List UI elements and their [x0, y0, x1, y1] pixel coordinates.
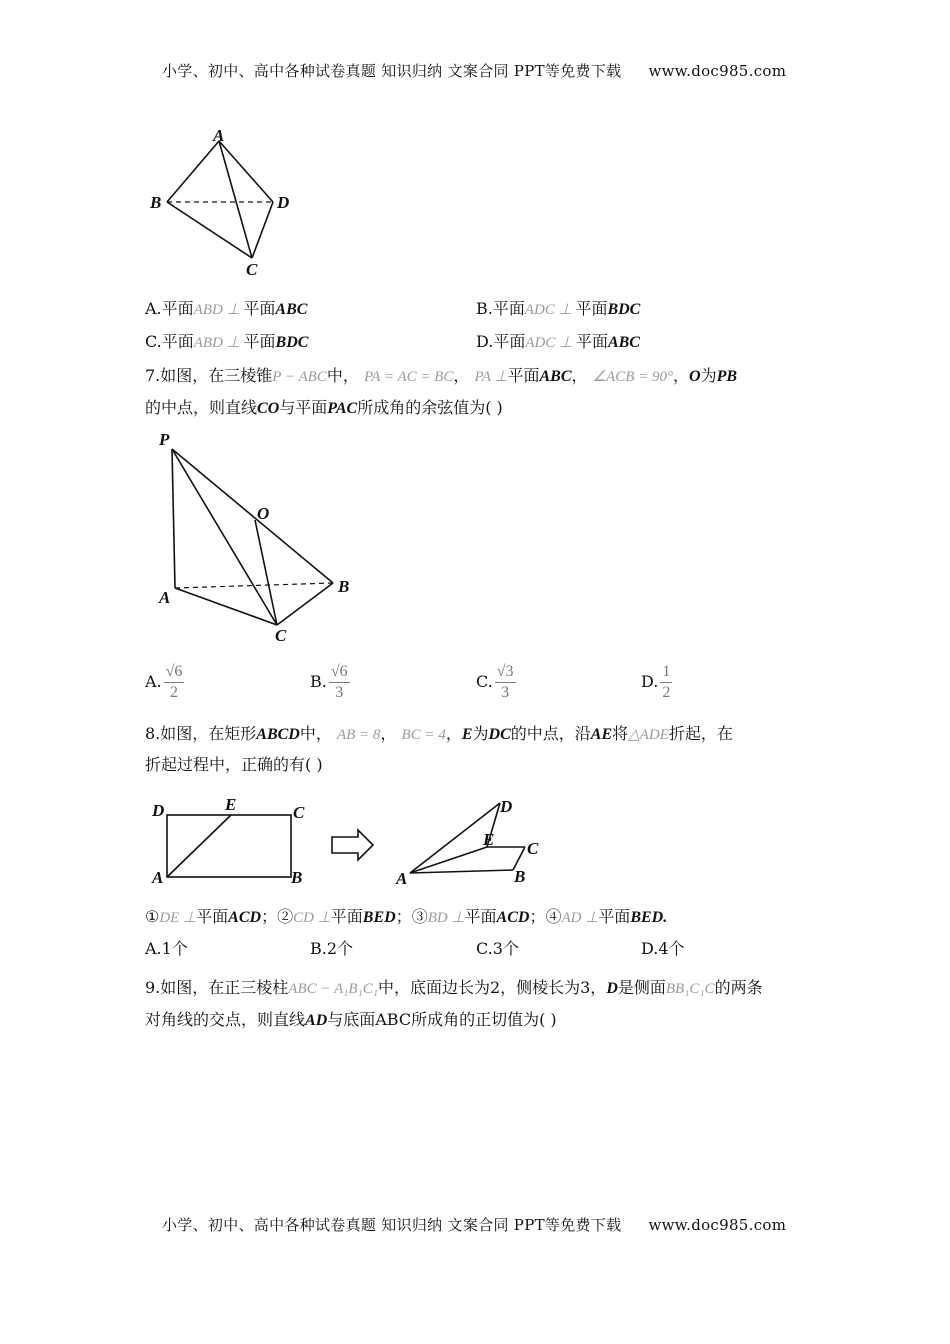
q6-label-b: B [150, 193, 162, 212]
q7-label-p: P [159, 430, 170, 449]
q8-option-d: D.4个 [641, 939, 685, 958]
q6-edge-dc [252, 202, 273, 258]
q8-fold-arrow-icon [332, 830, 373, 860]
q7-edge-pc [172, 449, 277, 625]
q8-label-b-folded: B [514, 867, 526, 886]
q8-option-a: A.1个 [145, 939, 188, 958]
q8-label-e-flat: E [225, 795, 237, 814]
q7-label-o: O [257, 504, 270, 523]
q8-segment-ae [167, 815, 231, 877]
q9-stem-line2: 对角线的交点，则直线AD与底面ABC所成角的正切值为( ) [145, 1010, 557, 1029]
q7-edge-ac [175, 588, 277, 625]
q7-option-d: D. $\frac{1}{2}$ [641, 663, 671, 701]
q6-option-b: B.平面ADC ⊥ 平面BDC [476, 299, 641, 318]
q6-label-d: D [277, 193, 290, 212]
q7-option-a: A. $\frac{√6}{2}$ [145, 663, 183, 701]
q6-edge-ab [167, 141, 219, 202]
q7-label-c: C [275, 626, 287, 645]
q8-folding-figure [145, 790, 555, 895]
q8-option-c: C.3个 [476, 939, 519, 958]
q8-label-c-flat: C [293, 803, 305, 822]
q8-label-d-flat: D [152, 801, 165, 820]
q8-option-b: B.2个 [310, 939, 354, 958]
page-footer [162, 1214, 786, 1235]
q8-edge-ae-folded [410, 847, 487, 873]
q7-edge-pa [172, 449, 175, 588]
page-header [162, 60, 786, 81]
q8-rectangle-abcd [167, 815, 291, 877]
q8-stem-line2: 折起过程中，正确的有( ) [145, 755, 323, 774]
q6-label-a: A [213, 126, 225, 145]
q6-label-c: C [246, 260, 258, 279]
q8-label-a-folded: A [396, 869, 408, 888]
q7-stem-line2: 的中点，则直线CO与平面PAC所成角的余弦值为( ) [145, 398, 503, 417]
q7-label-b: B [338, 577, 350, 596]
q8-edge-ab-folded [410, 870, 513, 873]
q8-label-c-folded: C [527, 839, 539, 858]
q7-pyramid-figure [145, 425, 365, 650]
q7-option-c: C. $\frac{√3}{3}$ [476, 663, 514, 701]
q7-stem-line1: 7.如图，在三棱锥P − ABC中， PA = AC = BC， PA ⊥平面ABC， ∠ACB = 90°，O为PB [145, 366, 738, 385]
header-text: 小学、初中、高中各种试卷真题 知识归纳 文案合同 PPT等免费下载 [162, 62, 622, 80]
q7-label-a: A [159, 588, 171, 607]
footer-text: 小学、初中、高中各种试卷真题 知识归纳 文案合同 PPT等免费下载 [162, 1216, 622, 1234]
q8-label-b-flat: B [291, 868, 303, 887]
q8-stem-line1: 8.如图，在矩形ABCD中， AB = 8， BC = 4，E为DC的中点，沿AE将△ADE折起，在 [145, 724, 733, 743]
q6-option-a: A.平面ABD ⊥ 平面ABC [145, 299, 308, 318]
footer-url: www.doc985.com [648, 1216, 787, 1234]
q7-edge-pb [172, 449, 333, 583]
q7-segment-co [255, 520, 277, 625]
q7-edge-cb [277, 583, 333, 625]
q6-option-d: D.平面ADC ⊥ 平面ABC [476, 332, 640, 351]
q8-label-e-folded: E [483, 830, 495, 849]
q8-label-a-flat: A [152, 868, 164, 887]
q8-label-d-folded: D [500, 797, 513, 816]
q7-option-b: B. $\frac{√6}{3}$ [310, 663, 348, 701]
q9-stem-line1: 9.如图，在正三棱柱ABC − A₁B₁C₁中，底面边长为2，侧棱长为3，D是侧面BB₁C₁C的两条 [145, 978, 763, 997]
q8-statements: ①DE ⊥平面ACD；②CD ⊥平面BED；③BD ⊥平面ACD；④AD ⊥平面BED. [145, 907, 668, 926]
q6-option-c: C.平面ABD ⊥ 平面BDC [145, 332, 309, 351]
q6-tetrahedron-figure [140, 125, 300, 285]
header-url: www.doc985.com [648, 62, 787, 80]
